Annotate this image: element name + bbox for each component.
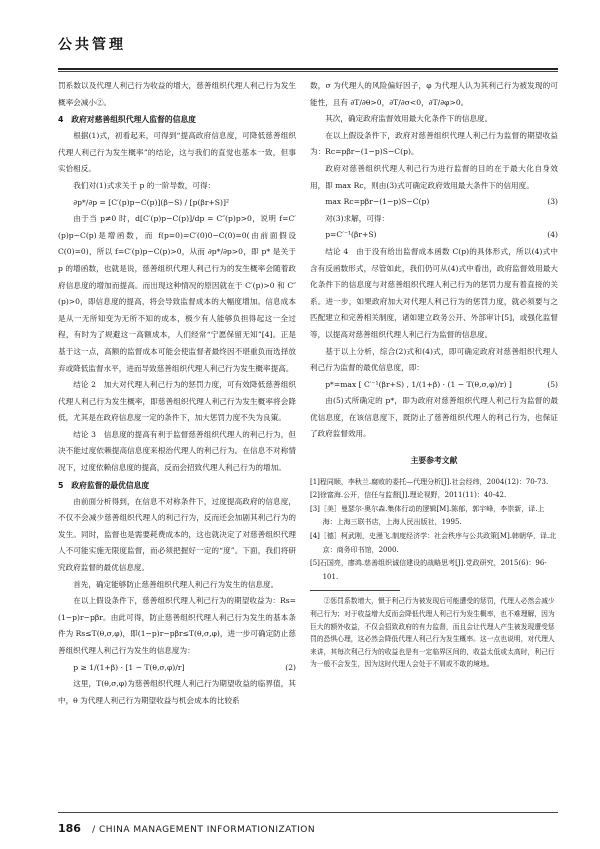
reference-item: [5]石国亮，廖鸿.慈善组织诚信建设的战略思考[J].党政研究，2015(6)：96-101. [310, 559, 547, 581]
equation-2 [58, 660, 296, 677]
reference-item: [3]［美］曼瑟尔·奥尔森.集体行动的逻辑[M].陈郁，郭宇峰，李崇新，译.上海：上海三联书店，上海人民出版社，1995. [310, 504, 545, 527]
paragraph: 基于以上分析，综合(2)式和(4)式，即可确定政府对慈善组织代理人利己行为监督的最优信息度，即： [310, 346, 558, 373]
equation-3 [310, 194, 558, 211]
paragraph: 其次，确定政府监督效用最大化条件下的信息度。 [325, 114, 493, 124]
references-title: 主要参考文献 [410, 456, 458, 466]
reference-item: [1]程同顺，李秋兰.腐败的委托—代理分析[J].社会经纬，2004(12)：70-73. [310, 477, 549, 486]
equation-5 [310, 377, 558, 394]
equation-body: p=C′⁻¹(βr+S) [325, 230, 377, 240]
paragraph: 这里，T(θ,σ,φ)为慈善组织代理人利己行为期望收益的临界值，其中，θ 为代理人利己行为期望收益与机会成本的比较系 [58, 679, 296, 705]
page-footer [58, 812, 558, 836]
equation-4 [310, 227, 558, 244]
paragraph: 在以上假设条件下，慈善组织代理人利己行为的期望收益为：Rs=(1−p)r−pβr。由此可得，防止慈善组织代理人利己行为发生的基本条件为 Rs≤T(θ,σ,φ)，即(1−p)r−pβr≤T(θ,σ,φ)，进一步可确定防止慈善组织代理人利己行为发生的信息度为： [58, 596, 296, 655]
equation-body: max Rc=pβr−(1−p)S−C(p) [325, 197, 430, 207]
right-column [310, 78, 558, 671]
equation-derivative: ∂p*/∂p = [C′(p)p−C(p)](β−S) / [p(βr+S)]² [73, 197, 229, 207]
journal-name: / CHINA MANAGEMENT INFORMATIONIZATION [92, 825, 316, 835]
left-column [58, 78, 296, 709]
paragraph: 根据(1)式，初看起来，可得到“提高政府信息度，可降低慈善组织代理人利己行为发生概率”的结论，这与我们的直觉也基本一致，但事实恰相反。 [58, 131, 296, 174]
equation-body: p*=max [ C′⁻¹(βr+S) , 1/(1+β) · (1 − T(θ,σ,φ)/r) ] [325, 379, 512, 389]
paragraph: 由前面分析得到，在信息不对称条件下，过度提高政府的信息度，不仅不会减少慈善组织代理人的利己行为，反而还会加剧其利己行为的发生。同时，监督也是需要耗费成本的，这也就决定了对慈善组织代理人不可能实施无限度监督，而必须把握好一定的“度”。下面，我们将研究政府监督的最优信息度。 [58, 496, 296, 573]
paragraph: 首先，确定能够防止慈善组织代理人利己行为发生的信息度。 [73, 579, 279, 589]
paragraph: 由于当 p≠0 时，d[C′(p)p−C(p)]/dp = C″(p)p>0，说明 f=C′(p)p−C(p)是增函数，而 f(p=0)=C′(0)0−C(0)=0(由前面假设 C(0)=0)，所以 f=C′(p)p−C(p)>0，从而 ∂p*/∂p>0，即 p* 是关于 p 的增函数，也就是说，慈善组织代理人利己行为的发生概率会随着政府信息度的增加而提高。而出现这种情况的原因就在于 C′(p)>0 和 C″(p)>0，即信息度的提高，将会导致监督成本的大幅度增加。信息成本是从一无所知变为无所不知的成本，极少有人能够负担得起这一全过程，有时为了规避这一高额成本，人们经常“宁愿保留无知”[4]。正是基于这一点，高额的监督成本可能会使监督者最终因不堪重负而选择放弃或降低监督水平，进而导致慈善组织代理人利己行为发生概率提高。 [58, 214, 296, 373]
header-rule [58, 68, 558, 70]
conclusion-2: 结论 2 加大对代理人利己行为的惩罚力度，可有效降低慈善组织代理人利己行为发生概率，即慈善组织代理人利己行为发生概率将会降低，尤其是在政府信息度一定的条件下，加大惩罚力度不失为良策。 [58, 380, 296, 423]
paragraph: 对(3)求解，可得： [325, 213, 390, 223]
running-header [58, 34, 558, 54]
section-heading-5: 5 政府监督的最优信息度 [58, 480, 150, 490]
equation-number: (5) [547, 379, 558, 389]
section-title: 公共管理 [58, 37, 126, 53]
equation-number: (4) [547, 230, 558, 240]
reference-item: [2]徐富海.公开，信任与监督[J].理论视野，2011(11)：40-42. [310, 491, 507, 500]
equation-body: p ≥ 1/(1+β) · [1 − T(θ,σ,φ)/r] [73, 662, 185, 672]
equation-number: (2) [285, 662, 296, 672]
paragraph: 政府对慈善组织代理人利己行为进行监督的目的在于最大化自身效用，即 max Rc，则由(3)式可确定政府效用最大条件下的信用度。 [310, 163, 558, 190]
paragraph: 我们对(1)式求关于 p 的一阶导数，可得： [73, 180, 216, 190]
reference-item: [4]［德］柯武刚，史漫飞.制度经济学：社会秩序与公共政策[M].韩朝华，译.北京：商务印书馆，2000. [310, 532, 557, 554]
footnote-rule [310, 590, 400, 591]
conclusion-3: 结论 3 信息度的提高有利于监督慈善组织代理人的利己行为，但决不能过度依赖提高信息度来根治代理人的利己行为。在信息不对称情况下，过度依赖信息度的提高，反而会招致代理人利己行为的增加。 [58, 429, 296, 473]
page-number: 186 [58, 822, 81, 835]
paragraph: 罚系数以及代理人利己行为收益的增大，慈善组织代理人利己行为发生概率会减小②。 [58, 81, 296, 107]
conclusion-4: 结论 4 由于没有给出监督成本函数 C(p)的具体形式，所以(4)式中含有反函数形式，尽管如此，我们仍可从(4)式中看出，政府监督效用最大化条件下的信息度与对慈善组织代理人利己行为的惩罚力度有着直接的关系。进一步，如果政府加大对代理人利己行为的惩罚力度，就必须要与之匹配建立和完善相关制度，诸如建立政务公开、外部审计[5]，或强化监督等，以提高对慈善组织代理人利己行为监督的信息度。 [310, 246, 558, 339]
footer-rule [58, 812, 558, 813]
section-heading-4: 4 政府对慈善组织代理人监督的信息度 [58, 115, 196, 125]
header-rule-thin [58, 71, 558, 72]
equation-number: (3) [547, 197, 558, 207]
paragraph: 由(5)式所确定的 p*，即为政府对慈善组织代理人利己行为监督的最优信息度，在该信息度下，既防止了慈善组织代理人的利己行为，也保证了政府监督效用。 [310, 396, 558, 439]
paragraph: 在以上假设条件下，政府对慈善组织代理人利己行为监督的期望收益为：Rc=pβr−(1−p)S−C(p)。 [310, 130, 558, 157]
footnote: ②惩罚系数增大，慑于利己行为被发现后可能遭受的惩罚，代理人必然会减少利己行为；对于收益增大反而会降低代理人利己行为发生概率，也不难理解，因为巨大的额外收益，不仅会招致政府的有力监督，而且会让代理人产生被发现遭受惩罚的恐惧心理，这必然会降低代理人利己行为发生概率。这一点也说明，对代理人来讲，其每次利己行为的收益也是有一定临界区间的，收益太低或太高时，利己行为一般不会发生，因为这时代理人会处于不屑或不敢的境地。 [310, 597, 555, 669]
paragraph: 数，σ 为代理人的风险偏好因子，φ 为代理人认为其利己行为被发现的可能性，且有 ∂T/∂θ>0，∂T/∂σ<0，∂T/∂φ>0。 [310, 81, 558, 107]
